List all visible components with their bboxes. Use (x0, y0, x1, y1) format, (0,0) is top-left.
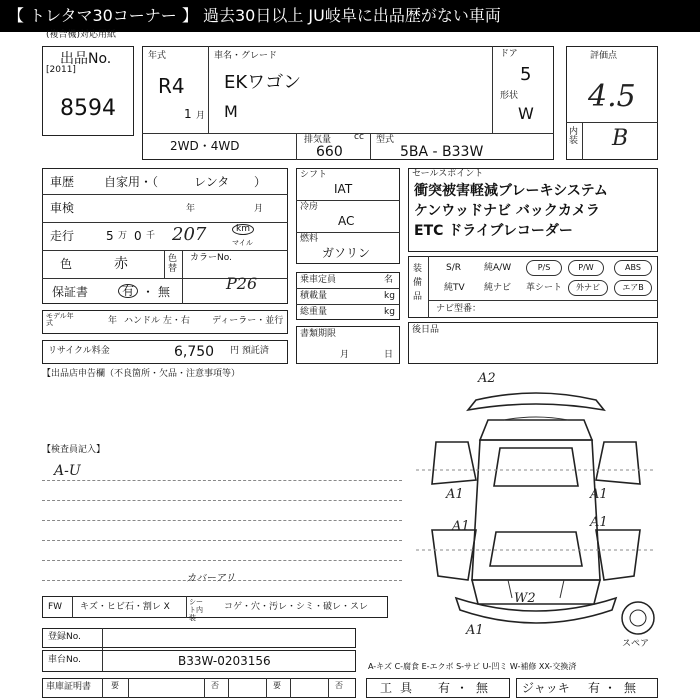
ac-label: 冷房 (300, 202, 319, 212)
history-label: 車歴 (50, 175, 75, 189)
weight-label: 総重量 (300, 307, 328, 317)
score-value: 4.5 (588, 79, 636, 114)
warranty-no: 無 (158, 285, 171, 299)
damage-mark-7: A1 (466, 623, 484, 638)
interior-label: 内装 (569, 127, 579, 146)
doc-deadline-label: 書類期限 (300, 329, 337, 339)
inspection-label: 車検 (50, 201, 75, 215)
mileage-handwritten: 207 (172, 224, 207, 245)
lot-label: 出品No. (60, 51, 112, 67)
recycle-unit: 円 預託済 (230, 346, 269, 356)
inspector-note: A-U (54, 463, 81, 479)
damage-mark-1: A2 (478, 371, 496, 386)
inspector-label: 【検査員記入】 (42, 445, 106, 455)
fw-text: キズ・ヒビ石・割レ X (80, 602, 170, 612)
equip-ext-navi: 外ナビ (568, 280, 608, 296)
inspection-year: 年 (186, 204, 196, 214)
equip-pw: P/W (568, 260, 604, 276)
color-code-value: P26 (226, 274, 258, 293)
history-close: ） (254, 175, 267, 189)
jack-sep: ・ (604, 681, 617, 695)
displacement-label: 排気量 (304, 135, 332, 145)
dealer-notes-label: 【出品店申告欄（不良箇所・欠品・注意事項等） (42, 369, 241, 379)
shift-label: シフト (300, 170, 328, 180)
sales-point-label: セールスポイント (412, 169, 484, 179)
handle-options: ハンドル 左・右 (124, 316, 190, 326)
sales-point-line-2: ケンウッドナビ バックカメラ (414, 203, 600, 219)
tools-sep: ・ (456, 681, 469, 695)
sales-point-line-1: 衝突被害軽減ブレーキシステム (414, 183, 608, 199)
displacement-value: 660 (316, 144, 343, 160)
car-name-label: 車名・グレード (214, 51, 278, 61)
equip-tv: 純TV (444, 283, 465, 293)
registration-row (42, 628, 356, 648)
equip-ps: P/S (526, 260, 562, 276)
year-month: 1 (184, 107, 192, 121)
post-mount-box (408, 322, 658, 364)
displacement-unit: cc (354, 132, 364, 142)
car-grade: M (224, 102, 238, 121)
damage-mark-3: A1 (590, 487, 608, 502)
seat-label: シート内装 (189, 598, 203, 622)
garage-cert-col-3: 要 (273, 681, 281, 690)
score-label: 評価点 (590, 51, 618, 61)
capacity-label: 乗車定員 (300, 275, 337, 285)
damage-mark-5: A1 (590, 515, 608, 530)
tools-no: 無 (476, 681, 489, 695)
jack-yes: 有 (588, 681, 601, 695)
year-label: 年式 (148, 51, 167, 61)
capacity-unit: 名 (384, 275, 394, 285)
chassis-label: 車台No. (48, 655, 81, 665)
doc-deadline-month: 月 (340, 350, 350, 360)
color-value: 赤 (114, 256, 128, 272)
repaint-label: 色替 (168, 254, 178, 274)
mileage-man-unit: 万 (118, 231, 128, 241)
shift-value: IAT (334, 182, 353, 196)
fuel-value: ガソリン (322, 246, 371, 260)
doors-label: ドア (500, 49, 518, 59)
equip-navi: 純ナビ (484, 283, 512, 293)
equip-airbag: エアB (614, 280, 652, 296)
recycle-value: 6,750 (174, 344, 215, 360)
year-value: R4 (158, 74, 185, 98)
post-mount-label: 後日品 (412, 325, 440, 335)
equipment-label: 装備品 (413, 264, 423, 302)
year-month-unit: 月 (196, 111, 206, 121)
recycle-label: リサイクル料金 (48, 346, 110, 356)
mileage-mile-unit: マイル (232, 239, 253, 247)
doc-deadline-day: 日 (384, 350, 394, 360)
load-label: 積載量 (300, 291, 328, 301)
sales-point-line-3: ETC ドライブレコーダー (414, 223, 573, 239)
fuel-label: 燃料 (300, 234, 319, 244)
fw-label: FW (48, 602, 63, 612)
warranty-yes: 有 (118, 284, 138, 298)
mileage-zero: 0 (134, 229, 142, 243)
navi-model-label: ナビ型番： (436, 304, 482, 314)
mileage-label: 走行 (50, 229, 75, 243)
lot-year-tag: [2011] (46, 65, 76, 75)
top-note: (複合機)対応用紙 (46, 30, 117, 40)
damage-legend: A-キズ C-腐食 E-エクボ S-サビ U-凹ミ W-補修 XX-交換済 (368, 662, 577, 671)
weight-unit: kg (384, 307, 395, 317)
equip-alloy: 純A/W (484, 263, 512, 273)
model-code-label: 型式 (376, 135, 395, 145)
ac-value: AC (338, 214, 355, 228)
warranty-sep: ・ (142, 285, 155, 299)
equip-abs: ABS (614, 260, 652, 276)
damage-mark-6: W2 (514, 591, 536, 606)
history-options: 自家用・（ (104, 175, 159, 189)
inspection-month: 月 (254, 204, 264, 214)
drive-type: 2WD・4WD (170, 139, 240, 153)
damage-mark-4: A1 (452, 519, 470, 534)
load-unit: kg (384, 291, 395, 301)
doors-value: 5 (520, 64, 532, 85)
lot-number: 8594 (60, 96, 116, 121)
spare-label: スペア (622, 639, 650, 649)
interior-value: B (612, 126, 629, 151)
jack-label: ジャッキ (522, 681, 570, 695)
banner-text: 【 トレタマ30コーナー 】 過去30日以上 JU岐阜に出品歴がない車両 (8, 6, 501, 25)
garage-cert-col-1: 要 (111, 681, 119, 690)
cover-handwritten: カバーアリ (186, 573, 236, 584)
color-code-label: カラーNo. (190, 253, 232, 263)
spare-tire-icon (620, 600, 656, 636)
car-name: EKワゴン (224, 72, 302, 93)
chassis-value: B33W-0203156 (178, 654, 271, 668)
garage-cert-label: 車庫証明書 (46, 682, 92, 692)
shape-label: 形状 (500, 91, 519, 101)
history-value: レンタ (194, 175, 230, 189)
mileage-man: 5 (106, 229, 114, 243)
dealer-options: ディーラー・並行 (212, 316, 284, 326)
equip-leather: 革シート (526, 283, 563, 293)
garage-cert-col-2: 否 (211, 681, 219, 690)
warranty-label: 保証書 (52, 285, 89, 299)
registration-label: 登録No. (48, 632, 81, 642)
shape-value: W (518, 104, 534, 123)
seat-text: コゲ・穴・汚レ・シミ・破レ・スレ (224, 602, 369, 612)
tools-yes: 有 (438, 681, 451, 695)
damage-mark-2: A1 (446, 487, 464, 502)
mileage-km-unit: km (232, 224, 254, 235)
model-year-unit: 年 (108, 316, 118, 326)
color-label: 色 (60, 257, 73, 271)
equip-sr: S/R (446, 263, 461, 273)
garage-cert-col-4: 否 (335, 681, 343, 690)
mileage-zero-unit: 千 (146, 231, 156, 241)
jack-no: 無 (624, 681, 637, 695)
model-year-label: モデル年式 (46, 312, 74, 327)
tools-label: 工具 (380, 681, 421, 695)
model-code-value: 5BA - B33W (400, 144, 484, 160)
